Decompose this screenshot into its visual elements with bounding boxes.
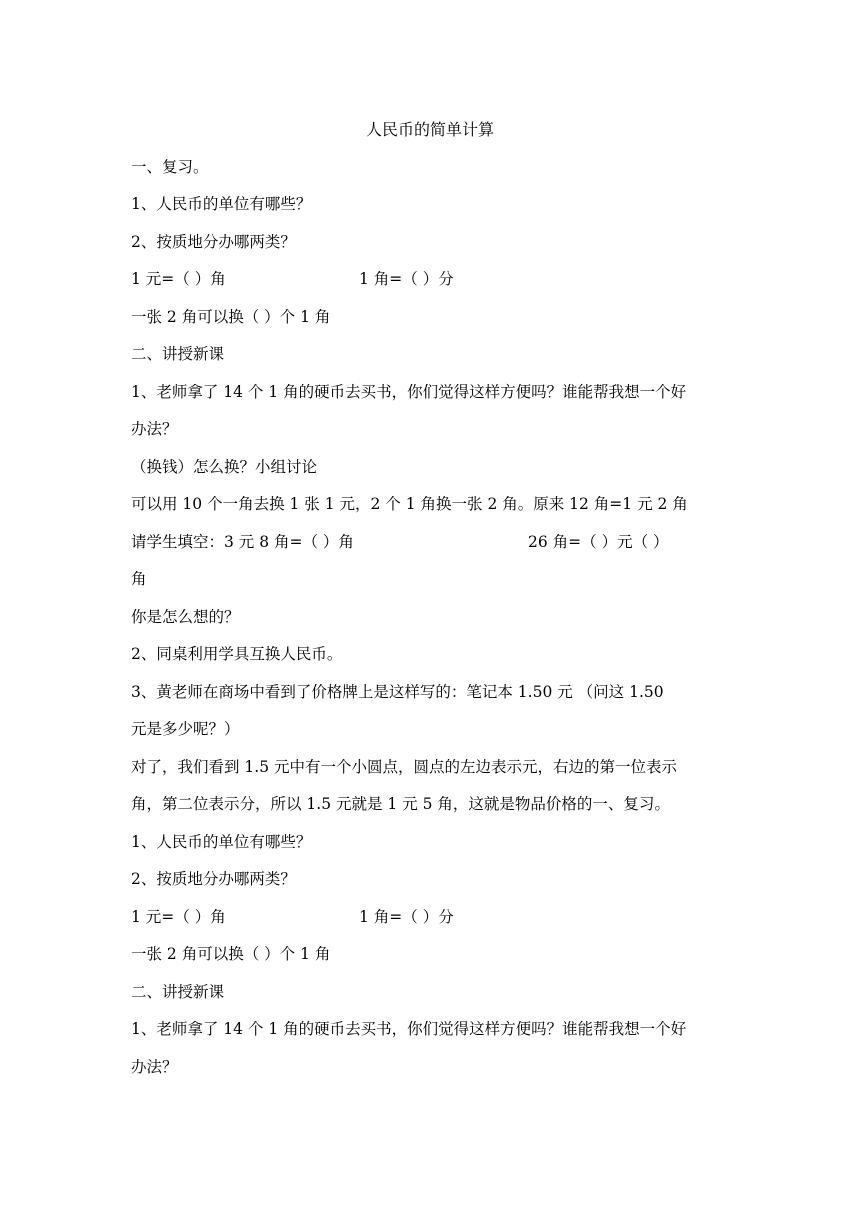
question-units: 1、人民币的单位有哪些？	[131, 195, 312, 213]
paragraph-exchange-method: 可以用 10 个一角去换 1 张 1 元，2 个 1 角换一张 2 角。原来 12 角=1 元 2 角	[131, 495, 688, 513]
paragraph-teacher-coins: 1、老师拿了 14 个 1 角的硬币去买书，你们觉得这样方便吗？谁能帮我想一个好	[131, 383, 687, 401]
exercise-jiao-to-fen-repeat: 1 角=（ ）分	[359, 908, 454, 926]
question-units-repeat: 1、人民币的单位有哪些？	[131, 833, 312, 851]
section-new-lesson-heading-repeat: 二、讲授新课	[131, 983, 225, 1001]
paragraph-price-tag-cont: 元是多少呢？）	[131, 720, 240, 738]
exercise-yuan-to-jiao-repeat: 1 元=（ ）角	[131, 908, 226, 926]
exercise-two-jiao: 一张 2 角可以换（ ）个 1 角	[131, 308, 331, 326]
paragraph-decimal-explain-cont: 角，第二位表示分，所以 1.5 元就是 1 元 5 角，这就是物品价格的一、复习。	[131, 795, 670, 813]
exercise-fill-blank-cont: 角	[131, 570, 147, 588]
question-material: 2、按质地分办哪两类？	[131, 233, 296, 251]
exercise-jiao-to-fen: 1 角=（ ）分	[359, 270, 454, 288]
section-review-heading: 一、复习。	[131, 158, 209, 176]
paragraph-decimal-explain: 对了，我们看到 1.5 元中有一个小圆点，圆点的左边表示元，右边的第一位表示	[131, 758, 678, 776]
exercise-jiao-to-yuan-jiao: 26 角=（ ）元（ ）	[528, 533, 669, 551]
question-how-think: 你是怎么想的？	[131, 608, 240, 626]
paragraph-teacher-coins-repeat-cont: 办法？	[131, 1058, 178, 1076]
activity-exchange: 2、同桌利用学具互换人民币。	[131, 645, 343, 663]
document-title: 人民币的简单计算	[365, 120, 494, 139]
paragraph-teacher-coins-repeat: 1、老师拿了 14 个 1 角的硬币去买书，你们觉得这样方便吗？谁能帮我想一个好	[131, 1020, 687, 1038]
paragraph-price-tag: 3、黄老师在商场中看到了价格牌上是这样写的：笔记本 1.50 元 （问这 1.50	[131, 683, 664, 701]
exercise-yuan-to-jiao: 1 元=（ ）角	[131, 270, 226, 288]
paragraph-exchange-discussion: （换钱）怎么换？小组讨论	[131, 458, 318, 476]
question-material-repeat: 2、按质地分办哪两类？	[131, 870, 296, 888]
paragraph-teacher-coins-cont: 办法？	[131, 420, 178, 438]
section-new-lesson-heading: 二、讲授新课	[131, 345, 225, 363]
exercise-two-jiao-repeat: 一张 2 角可以换（ ）个 1 角	[131, 945, 331, 963]
exercise-yuan-jiao-to-jiao: 请学生填空：3 元 8 角=（ ）角	[131, 533, 354, 551]
